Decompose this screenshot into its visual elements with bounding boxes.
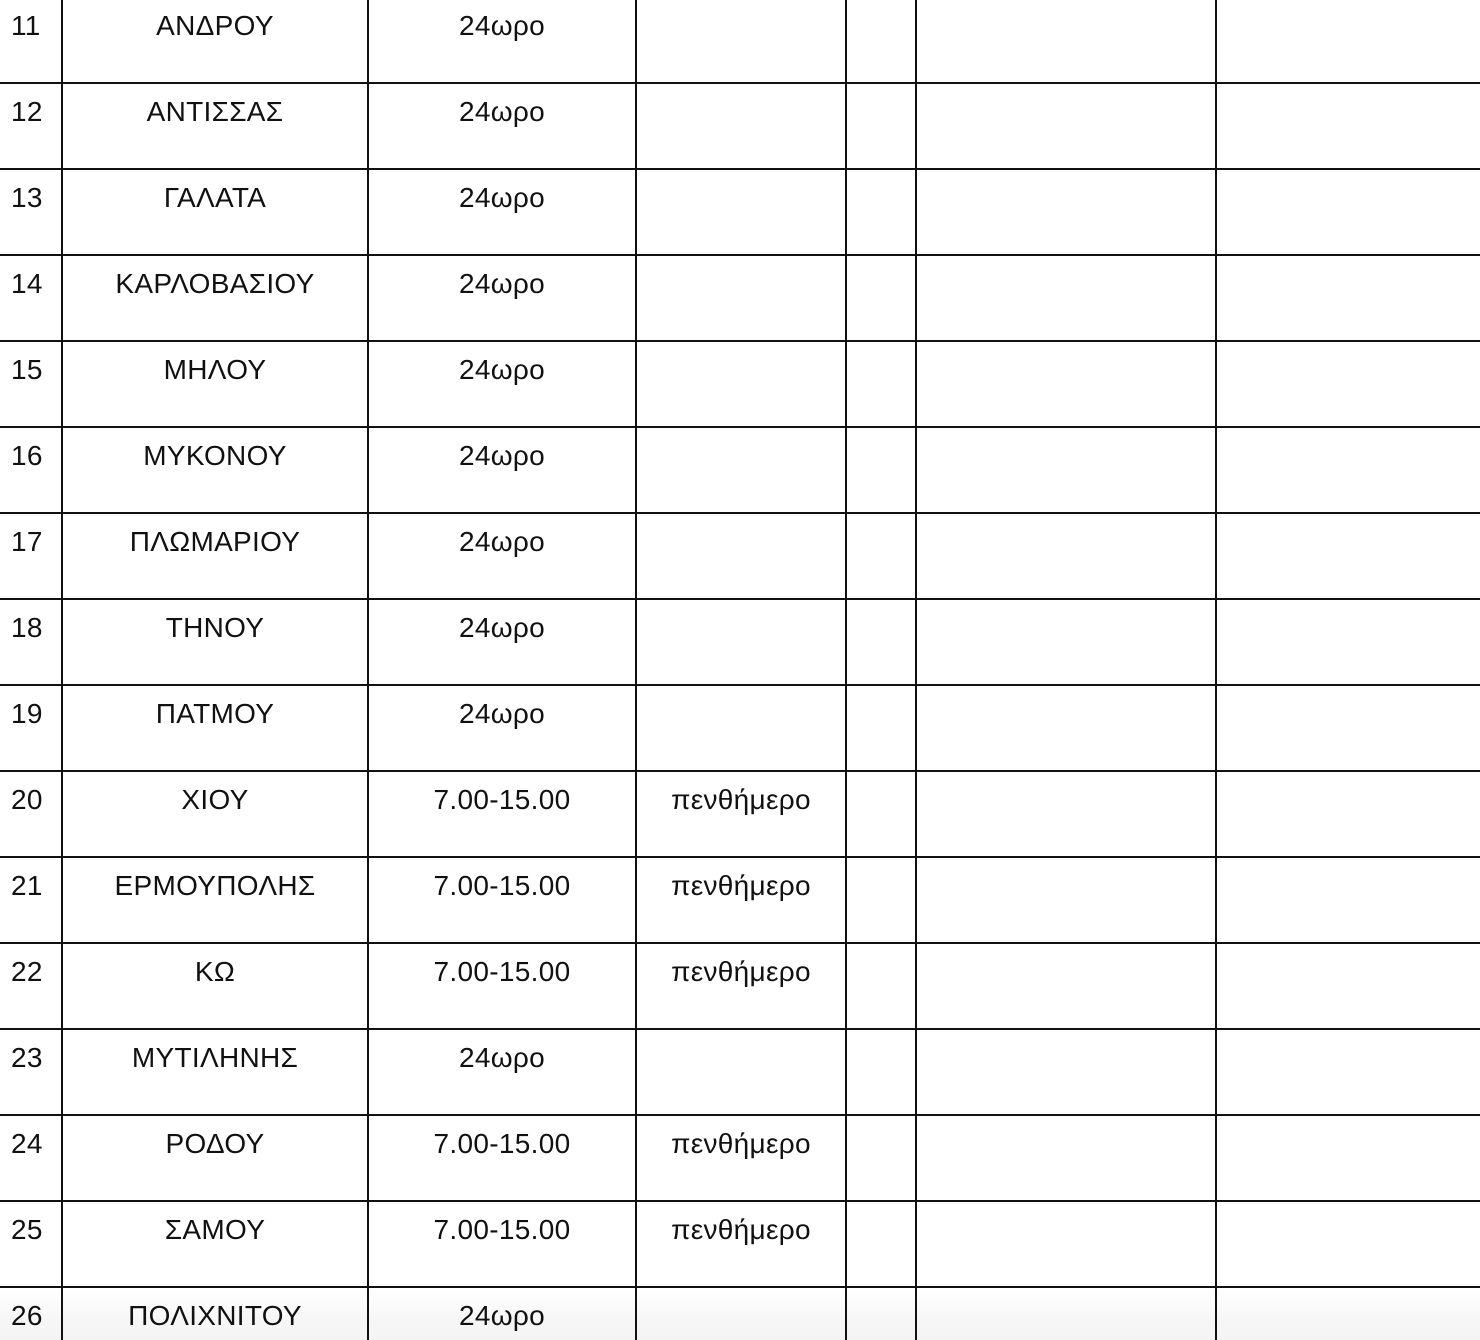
operating-days	[637, 1288, 845, 1302]
operating-days-cell	[636, 341, 846, 427]
empty-cell-cell	[846, 685, 916, 771]
station-name: ΚΑΡΛΟΒΑΣΙΟΥ	[115, 268, 315, 299]
table-row	[0, 1029, 1480, 1115]
empty-cell-cell	[916, 943, 1216, 1029]
row-number: 26	[11, 1300, 43, 1331]
station-name: ΜΥΤΙΛΗΝΗΣ	[131, 1042, 299, 1073]
operating-days-cell	[636, 1029, 846, 1115]
row-number-cell	[0, 685, 62, 771]
row-number-cell	[0, 943, 62, 1029]
empty-cell-cell	[916, 255, 1216, 341]
row-number-cell	[0, 513, 62, 599]
operating-hours: 24ωρο	[458, 698, 545, 729]
operating-days: πενθήμερο	[671, 1214, 811, 1245]
operating-hours-cell	[368, 599, 636, 685]
table-row	[0, 341, 1480, 427]
row-number: 22	[11, 956, 43, 987]
empty-cell-cell	[916, 83, 1216, 169]
operating-hours-cell	[368, 943, 636, 1029]
operating-days	[637, 84, 845, 98]
station-name-cell	[62, 1287, 368, 1340]
row-number-cell	[0, 169, 62, 255]
row-number: 16	[11, 440, 43, 471]
row-number: 25	[11, 1214, 43, 1245]
empty-cell-cell	[846, 771, 916, 857]
row-number-cell	[0, 255, 62, 341]
row-number-cell	[0, 0, 62, 83]
operating-hours-cell	[368, 513, 636, 599]
operating-hours: 7.00-15.00	[433, 1214, 571, 1245]
empty-cell-cell	[846, 169, 916, 255]
row-number: 11	[11, 10, 41, 41]
row-number: 18	[11, 612, 43, 643]
table-row	[0, 857, 1480, 943]
row-number-cell	[0, 1287, 62, 1340]
operating-days-cell	[636, 943, 846, 1029]
table-row	[0, 513, 1480, 599]
empty-cell-cell	[846, 1287, 916, 1340]
operating-days	[637, 428, 845, 442]
operating-hours: 24ωρο	[458, 1042, 545, 1073]
empty-cell-cell	[916, 599, 1216, 685]
operating-hours: 24ωρο	[458, 182, 545, 213]
station-name: ΧΙΟΥ	[181, 784, 249, 815]
operating-days-cell	[636, 857, 846, 943]
empty-cell-cell	[1216, 169, 1480, 255]
operating-hours-cell	[368, 83, 636, 169]
empty-cell-cell	[846, 1115, 916, 1201]
row-number-cell	[0, 427, 62, 513]
operating-hours-cell	[368, 341, 636, 427]
operating-hours-cell	[368, 1029, 636, 1115]
operating-hours-cell	[368, 0, 636, 83]
operating-hours: 24ωρο	[458, 96, 545, 127]
empty-cell-cell	[1216, 1029, 1480, 1115]
empty-cell-cell	[1216, 83, 1480, 169]
row-number: 17	[11, 526, 43, 557]
operating-days	[637, 0, 845, 12]
empty-cell-cell	[1216, 857, 1480, 943]
empty-cell-cell	[916, 1201, 1216, 1287]
table-row	[0, 427, 1480, 513]
operating-hours-cell	[368, 1287, 636, 1340]
empty-cell-cell	[846, 427, 916, 513]
row-number: 24	[11, 1128, 43, 1159]
empty-cell-cell	[1216, 255, 1480, 341]
row-number: 15	[11, 354, 43, 385]
operating-hours-cell	[368, 857, 636, 943]
station-name: ΚΩ	[194, 956, 236, 987]
operating-hours: 24ωρο	[458, 354, 545, 385]
row-number-cell	[0, 857, 62, 943]
operating-hours: 7.00-15.00	[433, 956, 571, 987]
operating-hours: 7.00-15.00	[433, 870, 571, 901]
table-row	[0, 255, 1480, 341]
operating-hours-cell	[368, 255, 636, 341]
operating-days-cell	[636, 685, 846, 771]
operating-days-cell	[636, 771, 846, 857]
station-name-cell	[62, 599, 368, 685]
row-number-cell	[0, 1201, 62, 1287]
station-name-cell	[62, 1115, 368, 1201]
operating-days-cell	[636, 1115, 846, 1201]
empty-cell-cell	[846, 857, 916, 943]
operating-hours: 7.00-15.00	[433, 1128, 571, 1159]
empty-cell-cell	[1216, 0, 1480, 83]
operating-days: πενθήμερο	[671, 784, 811, 815]
row-number-cell	[0, 1115, 62, 1201]
station-name-cell	[62, 1201, 368, 1287]
table-row	[0, 1201, 1480, 1287]
empty-cell-cell	[1216, 685, 1480, 771]
station-name: ΡΟΔΟΥ	[165, 1128, 265, 1159]
table-row	[0, 685, 1480, 771]
station-name-cell	[62, 771, 368, 857]
operating-days	[637, 256, 845, 270]
station-name: ΠΟΛΙΧΝΙΤΟΥ	[128, 1300, 302, 1331]
station-name: ΜΥΚΟΝΟΥ	[143, 440, 287, 471]
station-name-cell	[62, 513, 368, 599]
operating-hours: 24ωρο	[458, 10, 545, 41]
station-name-cell	[62, 427, 368, 513]
operating-hours-cell	[368, 169, 636, 255]
station-name: ΠΑΤΜΟΥ	[155, 698, 275, 729]
station-name: ΓΑΛΑΤΑ	[163, 182, 267, 213]
station-name-cell	[62, 169, 368, 255]
empty-cell-cell	[916, 1287, 1216, 1340]
empty-cell-cell	[846, 1029, 916, 1115]
operating-days: πενθήμερο	[671, 1128, 811, 1159]
empty-cell-cell	[846, 513, 916, 599]
station-name: ΑΝΔΡΟΥ	[156, 10, 274, 41]
station-name-cell	[62, 83, 368, 169]
operating-days	[637, 170, 845, 184]
operating-days	[637, 686, 845, 700]
station-name-cell	[62, 1029, 368, 1115]
empty-cell-cell	[846, 341, 916, 427]
empty-cell-cell	[916, 857, 1216, 943]
empty-cell-cell	[1216, 1201, 1480, 1287]
empty-cell-cell	[846, 599, 916, 685]
operating-days: πενθήμερο	[671, 870, 811, 901]
empty-cell-cell	[846, 943, 916, 1029]
operating-days-cell	[636, 1201, 846, 1287]
operating-days-cell	[636, 0, 846, 83]
operating-hours-cell	[368, 427, 636, 513]
table-row	[0, 169, 1480, 255]
empty-cell-cell	[916, 427, 1216, 513]
row-number: 14	[11, 268, 43, 299]
operating-hours-cell	[368, 771, 636, 857]
row-number: 23	[11, 1042, 43, 1073]
empty-cell-cell	[1216, 771, 1480, 857]
station-name: ΑΝΤΙΣΣΑΣ	[146, 96, 284, 127]
empty-cell-cell	[916, 685, 1216, 771]
row-number: 21	[11, 870, 43, 901]
operating-days	[637, 342, 845, 356]
empty-cell-cell	[846, 1201, 916, 1287]
empty-cell-cell	[1216, 513, 1480, 599]
table-row	[0, 771, 1480, 857]
station-name: ΣΑΜΟΥ	[164, 1214, 266, 1245]
operating-hours: 7.00-15.00	[433, 784, 571, 815]
station-name-cell	[62, 943, 368, 1029]
empty-cell-cell	[916, 771, 1216, 857]
operating-days-cell	[636, 169, 846, 255]
empty-cell-cell	[846, 83, 916, 169]
table-row	[0, 83, 1480, 169]
table-row	[0, 1115, 1480, 1201]
station-name-cell	[62, 341, 368, 427]
operating-hours: 24ωρο	[458, 268, 545, 299]
empty-cell-cell	[846, 255, 916, 341]
operating-hours: 24ωρο	[458, 440, 545, 471]
operating-days-cell	[636, 83, 846, 169]
operating-days	[637, 600, 845, 614]
empty-cell-cell	[1216, 427, 1480, 513]
station-name: ΕΡΜΟΥΠΟΛΗΣ	[114, 870, 316, 901]
operating-days-cell	[636, 513, 846, 599]
empty-cell-cell	[916, 513, 1216, 599]
table-row	[0, 943, 1480, 1029]
empty-cell-cell	[916, 1115, 1216, 1201]
station-name: ΜΗΛΟΥ	[163, 354, 267, 385]
row-number-cell	[0, 1029, 62, 1115]
operating-hours-cell	[368, 1201, 636, 1287]
station-name: ΠΛΩΜΑΡΙΟΥ	[129, 526, 301, 557]
station-name-cell	[62, 685, 368, 771]
operating-hours: 24ωρο	[458, 612, 545, 643]
empty-cell-cell	[1216, 599, 1480, 685]
row-number: 20	[11, 784, 43, 815]
empty-cell-cell	[916, 169, 1216, 255]
operating-hours: 24ωρο	[458, 1300, 545, 1331]
operating-days: πενθήμερο	[671, 956, 811, 987]
station-name-cell	[62, 255, 368, 341]
station-name-cell	[62, 857, 368, 943]
row-number-cell	[0, 83, 62, 169]
table-row	[0, 0, 1480, 83]
operating-hours-cell	[368, 685, 636, 771]
operating-days-cell	[636, 599, 846, 685]
operating-days	[637, 514, 845, 528]
row-number-cell	[0, 599, 62, 685]
row-number: 19	[11, 698, 43, 729]
row-number: 12	[11, 96, 43, 127]
table-row	[0, 599, 1480, 685]
empty-cell-cell	[916, 0, 1216, 83]
operating-hours-cell	[368, 1115, 636, 1201]
station-name-cell	[62, 0, 368, 83]
empty-cell-cell	[1216, 1115, 1480, 1201]
table-row	[0, 1287, 1480, 1340]
operating-days-cell	[636, 255, 846, 341]
row-number-cell	[0, 771, 62, 857]
empty-cell-cell	[1216, 341, 1480, 427]
empty-cell-cell	[916, 341, 1216, 427]
row-number: 13	[11, 182, 43, 213]
empty-cell-cell	[846, 0, 916, 83]
empty-cell-cell	[916, 1029, 1216, 1115]
empty-cell-cell	[1216, 943, 1480, 1029]
empty-cell-cell	[1216, 1287, 1480, 1340]
operating-days-cell	[636, 1287, 846, 1340]
operating-days	[637, 1030, 845, 1044]
station-name: ΤΗΝΟΥ	[165, 612, 265, 643]
row-number-cell	[0, 341, 62, 427]
operating-hours: 24ωρο	[458, 526, 545, 557]
operating-days-cell	[636, 427, 846, 513]
